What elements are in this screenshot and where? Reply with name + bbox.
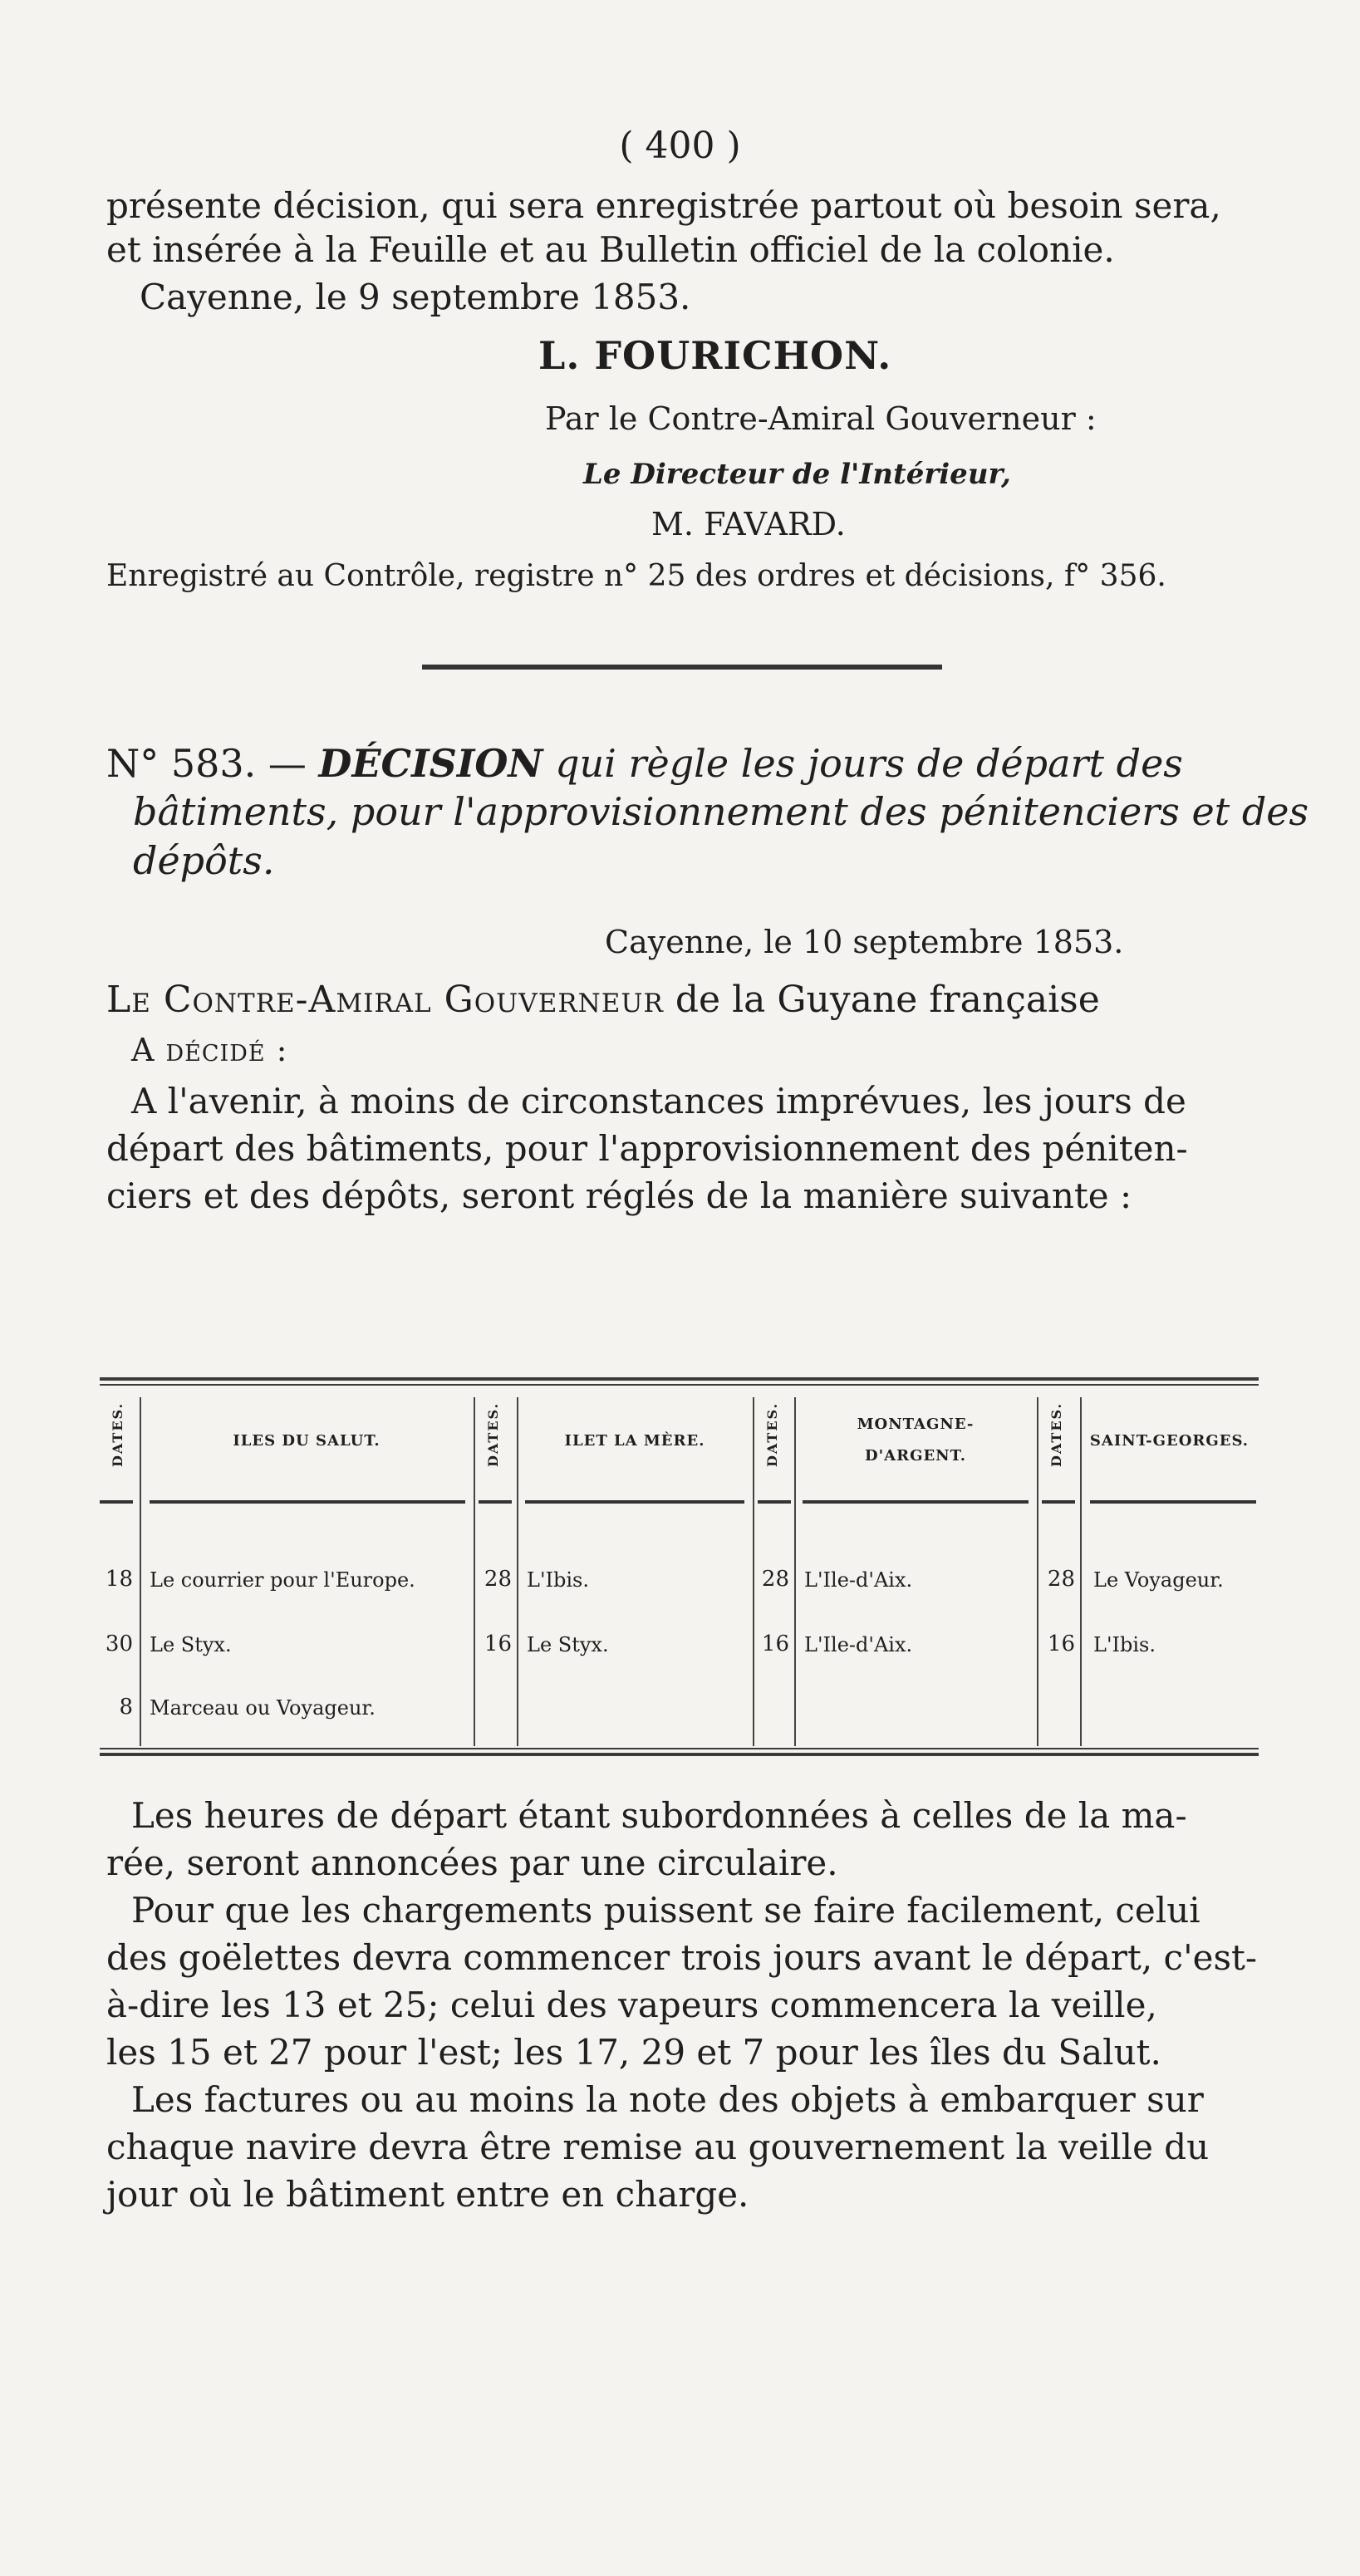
row-1-date-1: 18 xyxy=(105,1567,133,1592)
section-divider xyxy=(422,665,942,670)
row-2-date-3: 16 xyxy=(761,1631,789,1656)
closing-line-7: Les factures ou au moins la note des objets à embarquer sur xyxy=(131,2079,1204,2120)
decision-number: N° 583. xyxy=(106,741,257,786)
col-divider xyxy=(1080,1397,1082,1746)
row-1-saint-georges: Le Voyageur. xyxy=(1093,1568,1224,1592)
intro-line-1: présente décision, qui sera enregistrée partout où besoin sera, xyxy=(106,185,1221,226)
row-1-ilet-la-mere: L'Ibis. xyxy=(527,1568,589,1592)
closing-line-1: Les heures de départ étant subordonnées à celles de la ma- xyxy=(131,1795,1187,1836)
row-2-ilet-la-mere: Le Styx. xyxy=(527,1633,609,1656)
decision-title-rest: qui règle les jours de départ des xyxy=(543,741,1183,786)
date-line: Cayenne, le 9 septembre 1853. xyxy=(140,277,691,317)
closing-line-2: rée, seront annoncées par une circulaire. xyxy=(106,1842,838,1883)
row-1-date-3: 28 xyxy=(761,1567,789,1592)
authority-title: Le Contre-Amiral Gouverneur xyxy=(106,979,664,1021)
header-underline xyxy=(1090,1500,1256,1504)
header-saint-georges: SAINT-GEORGES. xyxy=(1089,1432,1250,1450)
header-underline xyxy=(1042,1500,1075,1504)
dates-header-4: DATES. xyxy=(1048,1401,1064,1467)
dates-header-2: DATES. xyxy=(485,1401,501,1467)
row-3-iles-du-salut: Marceau ou Voyageur. xyxy=(150,1696,376,1720)
header-underline xyxy=(479,1500,512,1504)
row-2-montagne-dargent: L'Ile-d'Aix. xyxy=(804,1633,913,1656)
header-montagne: MONTAGNE- xyxy=(857,1416,975,1433)
director-title: Le Directeur de l'Intérieur, xyxy=(583,458,1011,491)
dates-header-1: DATES. xyxy=(110,1401,125,1467)
decision-authority xyxy=(106,979,1100,1022)
body-line-2: départ des bâtiments, pour l'approvisionnement des péniten- xyxy=(106,1128,1188,1169)
closing-line-8: chaque navire devra être remise au gouvernement la veille du xyxy=(106,2127,1210,2167)
row-1-date-4: 28 xyxy=(1047,1567,1075,1592)
schedule-table xyxy=(100,1377,1259,1758)
table-top-rule-2 xyxy=(100,1384,1259,1386)
row-2-date-4: 16 xyxy=(1047,1631,1075,1656)
row-2-iles-du-salut: Le Styx. xyxy=(150,1633,232,1656)
header-underline xyxy=(150,1500,465,1504)
decision-title-line-1 xyxy=(106,742,1183,785)
col-divider xyxy=(753,1397,754,1746)
header-underline xyxy=(803,1500,1029,1504)
by-line: Par le Contre-Amiral Gouverneur : xyxy=(545,400,1097,437)
header-underline xyxy=(525,1500,744,1504)
col-divider xyxy=(1037,1397,1038,1746)
header-underline xyxy=(758,1500,791,1504)
closing-line-9: jour où le bâtiment entre en charge. xyxy=(106,2174,749,2215)
dates-header-3: DATES. xyxy=(764,1401,780,1467)
header-iles-du-salut: ILES DU SALUT. xyxy=(233,1432,381,1450)
header-dargent: D'ARGENT. xyxy=(865,1447,966,1465)
decision-dash: — xyxy=(256,741,319,786)
director-name: M. FAVARD. xyxy=(651,506,846,542)
body-line-3: ciers et des dépôts, seront réglés de la manière suivante : xyxy=(106,1175,1132,1216)
row-3-date-1: 8 xyxy=(119,1695,133,1720)
header-ilet-la-mere: ILET LA MÈRE. xyxy=(564,1432,705,1450)
registration-line: Enregistré au Contrôle, registre n° 25 des ordres et décisions, f° 356. xyxy=(106,559,1166,593)
signature: L. FOURICHON. xyxy=(538,333,892,378)
col-divider xyxy=(140,1397,141,1746)
table-top-rule xyxy=(100,1377,1259,1381)
body-line-1: A l'avenir, à moins de circonstances imprévues, les jours de xyxy=(131,1081,1186,1121)
col-divider xyxy=(517,1397,518,1746)
row-2-saint-georges: L'Ibis. xyxy=(1093,1633,1156,1656)
row-2-date-1: 30 xyxy=(105,1631,133,1656)
intro-line-2: et insérée à la Feuille et au Bulletin officiel de la colonie. xyxy=(106,229,1115,270)
closing-line-6: les 15 et 27 pour l'est; les 17, 29 et 7 pour les îles du Salut. xyxy=(106,2032,1161,2073)
row-1-iles-du-salut: Le courrier pour l'Europe. xyxy=(150,1568,415,1592)
decided-label: A décidé : xyxy=(131,1032,288,1068)
row-1-montagne-dargent: L'Ile-d'Aix. xyxy=(804,1568,913,1592)
decision-date: Cayenne, le 10 septembre 1853. xyxy=(605,924,1124,960)
row-2-date-2: 16 xyxy=(484,1631,512,1656)
authority-rest: de la Guyane française xyxy=(663,979,1100,1021)
col-divider xyxy=(474,1397,475,1746)
closing-line-4: des goëlettes devra commencer trois jours avant le départ, c'est- xyxy=(106,1937,1258,1978)
header-underline xyxy=(100,1500,133,1504)
closing-line-5: à-dire les 13 et 25; celui des vapeurs commencera la veille, xyxy=(106,1985,1157,2025)
table-bottom-rule xyxy=(100,1748,1259,1749)
row-1-date-2: 28 xyxy=(484,1567,512,1592)
table-bottom-rule-2 xyxy=(100,1753,1259,1756)
page-number: ( 400 ) xyxy=(619,125,741,167)
closing-line-3: Pour que les chargements puissent se faire facilement, celui xyxy=(131,1890,1200,1931)
decision-title-line-2: bâtiments, pour l'approvisionnement des pénitenciers et des xyxy=(133,789,1309,834)
decision-title-line-3: dépôts. xyxy=(133,838,275,883)
decision-title-word: DÉCISION xyxy=(318,741,543,786)
